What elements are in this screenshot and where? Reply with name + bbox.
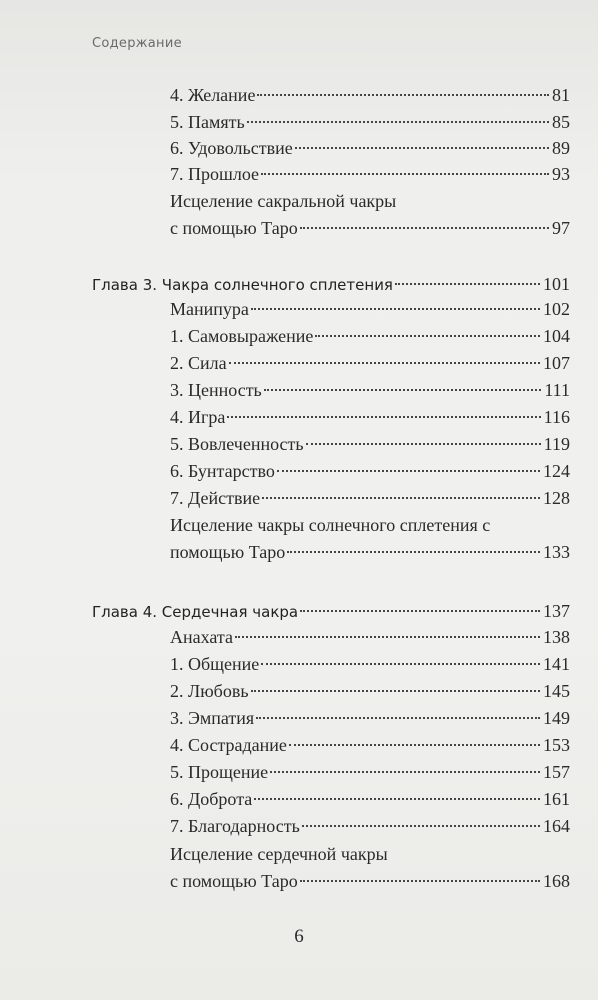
toc-entry[interactable] <box>170 652 570 676</box>
toc-entry-label-line1: Исцеление чакры солнечного сплетения с <box>170 515 491 535</box>
toc-entry[interactable] <box>170 733 570 757</box>
toc-entry-label: 4. Игра <box>170 407 226 427</box>
dot-leader <box>277 470 540 472</box>
toc-entry-label: помощью Таро <box>170 542 286 562</box>
chapter-page: 137 <box>543 601 570 621</box>
toc-entry[interactable] <box>170 459 570 483</box>
toc-entry[interactable] <box>170 814 570 838</box>
toc-entry-label: 4. Сострадание <box>170 735 287 755</box>
toc-entry-page: 102 <box>543 299 570 319</box>
toc-entry[interactable] <box>170 136 570 160</box>
dot-leader <box>254 798 540 800</box>
dot-leader <box>289 744 540 746</box>
toc-entry-label: с помощью Таро <box>170 218 298 238</box>
page-number: 6 <box>294 926 304 947</box>
toc-entry-label: с помощью Таро <box>170 871 298 891</box>
toc-entry[interactable] <box>170 378 570 402</box>
toc-entry-page: 153 <box>543 735 570 755</box>
running-head: Содержание <box>92 36 182 51</box>
toc-entry-page: 141 <box>543 654 570 674</box>
dot-leader <box>306 443 541 445</box>
toc-entry[interactable] <box>170 297 570 321</box>
toc-entry[interactable] <box>170 324 570 348</box>
dot-leader <box>251 690 540 692</box>
toc-entry-page: 138 <box>543 627 570 647</box>
toc-entry[interactable] <box>170 162 570 186</box>
toc-entry-page: 157 <box>543 762 570 782</box>
toc-entry-page: 119 <box>543 434 570 454</box>
toc-entry-page: 93 <box>552 164 570 184</box>
toc-entry-page: 133 <box>543 542 570 562</box>
toc-entry-page: 128 <box>543 488 570 508</box>
dot-leader <box>262 497 540 499</box>
dot-leader <box>300 610 540 612</box>
dot-leader <box>251 308 540 310</box>
toc-entry[interactable] <box>170 405 570 429</box>
toc-entry-label: 6. Доброта <box>170 789 253 809</box>
dot-leader <box>264 389 542 391</box>
dot-leader <box>235 636 540 638</box>
toc-entry[interactable] <box>170 787 570 811</box>
chapter-title: Глава 3. Чакра солнечного сплетения <box>92 276 393 294</box>
toc-entry[interactable] <box>170 679 570 703</box>
toc-entry[interactable] <box>170 706 570 730</box>
toc-entry[interactable] <box>170 83 570 107</box>
chapter-title: Глава 4. Сердечная чакра <box>92 603 299 621</box>
toc-entry-label: 1. Самовыражение <box>170 326 314 346</box>
toc-entry-label: 6. Удовольствие <box>170 138 293 158</box>
dot-leader <box>302 825 540 827</box>
toc-entry-label: 7. Действие <box>170 488 261 508</box>
toc-entry-label: 2. Сила <box>170 353 227 373</box>
toc-entry[interactable] <box>170 432 570 456</box>
dot-leader <box>261 173 549 175</box>
toc-entry-label: 3. Ценность <box>170 380 262 400</box>
toc-entry-page: 149 <box>543 708 570 728</box>
toc-entry-first-line[interactable] <box>170 189 570 213</box>
dot-leader <box>256 717 540 719</box>
toc-entry-label: 2. Любовь <box>170 681 249 701</box>
toc-entry[interactable] <box>170 540 570 564</box>
toc-entry-page: 111 <box>544 380 570 400</box>
dot-leader <box>315 335 540 337</box>
chapter-heading[interactable] <box>92 272 570 297</box>
toc-entry-page: 107 <box>543 353 570 373</box>
dot-leader <box>300 880 540 882</box>
dot-leader <box>229 362 540 364</box>
toc-entry[interactable] <box>170 110 570 134</box>
toc-entry-first-line[interactable] <box>170 513 570 537</box>
dot-leader <box>300 227 549 229</box>
dot-leader <box>261 663 540 665</box>
toc-entry-label: 4. Желание <box>170 85 256 105</box>
toc-entry-label: Манипура <box>170 299 249 319</box>
toc-entry-page: 104 <box>543 326 570 346</box>
toc-entry-first-line[interactable] <box>170 842 570 866</box>
dot-leader <box>247 121 549 123</box>
toc-entry-page: 81 <box>552 85 570 105</box>
toc-entry-page: 164 <box>543 816 570 836</box>
toc-entry[interactable] <box>170 625 570 649</box>
toc-entry-page: 116 <box>543 407 570 427</box>
toc-entry[interactable] <box>170 760 570 784</box>
toc-entry-label: 5. Вовлеченность <box>170 434 304 454</box>
toc-entry-label: 1. Общение <box>170 654 260 674</box>
toc-entry[interactable] <box>170 216 570 240</box>
toc-entry-label: 7. Прошлое <box>170 164 260 184</box>
toc-entry-label-line1: Исцеление сакральной чакры <box>170 191 397 211</box>
toc-entry-label: 3. Эмпатия <box>170 708 255 728</box>
toc-entry-page: 89 <box>552 138 570 158</box>
dot-leader <box>295 147 549 149</box>
toc-entry-page: 161 <box>543 789 570 809</box>
dot-leader <box>395 283 540 285</box>
dot-leader <box>270 771 540 773</box>
toc-entry[interactable] <box>170 351 570 375</box>
chapter-heading[interactable] <box>92 599 570 624</box>
dot-leader <box>257 94 549 96</box>
toc-entry-page: 145 <box>543 681 570 701</box>
toc-entry-page: 97 <box>552 218 570 238</box>
toc-entry-label: 5. Прощение <box>170 762 269 782</box>
toc-entry-label: 5. Память <box>170 112 245 132</box>
toc-entry[interactable] <box>170 486 570 510</box>
chapter-page: 101 <box>543 274 570 294</box>
toc-entry-label-line1: Исцеление сердечной чакры <box>170 844 388 864</box>
toc-entry-page: 168 <box>543 871 570 891</box>
toc-entry-label: Анахата <box>170 627 233 647</box>
toc-entry[interactable] <box>170 869 570 893</box>
toc-entry-label: 7. Благодарность <box>170 816 300 836</box>
dot-leader <box>227 416 540 418</box>
toc-entry-page: 124 <box>543 461 570 481</box>
dot-leader <box>287 551 540 553</box>
toc-entry-label: 6. Бунтарство <box>170 461 275 481</box>
toc-entry-page: 85 <box>552 112 570 132</box>
